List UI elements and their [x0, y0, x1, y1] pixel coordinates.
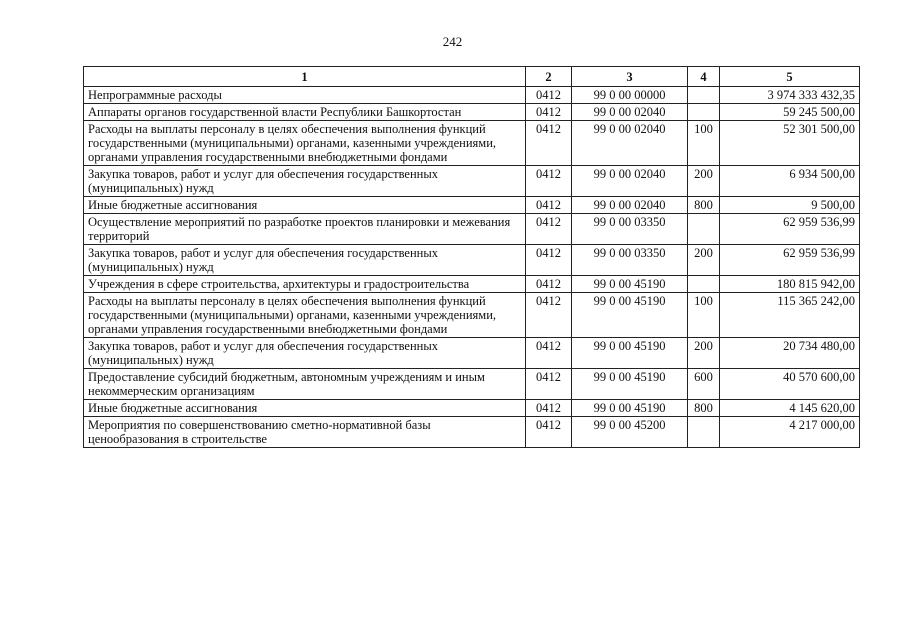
- header-col-1: 1: [84, 67, 526, 87]
- row-description: Аппараты органов государственной власти Республики Башкортостан: [84, 104, 526, 121]
- row-amount: 52 301 500,00: [720, 121, 860, 166]
- row-expense-type: [688, 214, 720, 245]
- row-target-code: 99 0 00 02040: [572, 104, 688, 121]
- header-col-5: 5: [720, 67, 860, 87]
- row-section-code: 0412: [526, 87, 572, 104]
- table-row: [84, 369, 860, 400]
- row-target-code: 99 0 00 00000: [572, 87, 688, 104]
- row-section-code: 0412: [526, 245, 572, 276]
- row-target-code: 99 0 00 45190: [572, 276, 688, 293]
- row-expense-type: 200: [688, 245, 720, 276]
- row-description: Закупка товаров, работ и услуг для обеспечения государственных (муниципальных) нужд: [84, 245, 526, 276]
- table-header-row: [84, 67, 860, 87]
- table-row: [84, 400, 860, 417]
- row-target-code: 99 0 00 45190: [572, 369, 688, 400]
- row-section-code: 0412: [526, 338, 572, 369]
- row-section-code: 0412: [526, 166, 572, 197]
- row-amount: 180 815 942,00: [720, 276, 860, 293]
- row-amount: 40 570 600,00: [720, 369, 860, 400]
- row-expense-type: 100: [688, 121, 720, 166]
- row-expense-type: [688, 276, 720, 293]
- row-section-code: 0412: [526, 276, 572, 293]
- row-section-code: 0412: [526, 197, 572, 214]
- table-row: [84, 338, 860, 369]
- row-target-code: 99 0 00 45190: [572, 293, 688, 338]
- row-amount: 6 934 500,00: [720, 166, 860, 197]
- row-description: Мероприятия по совершенствованию сметно-нормативной базы ценообразования в строительстве: [84, 417, 526, 448]
- header-col-3: 3: [572, 67, 688, 87]
- row-description: Учреждения в сфере строительства, архитектуры и градостроительства: [84, 276, 526, 293]
- row-expense-type: 200: [688, 338, 720, 369]
- row-description: Непрограммные расходы: [84, 87, 526, 104]
- row-amount: 62 959 536,99: [720, 214, 860, 245]
- row-target-code: 99 0 00 03350: [572, 214, 688, 245]
- row-section-code: 0412: [526, 400, 572, 417]
- row-amount: 4 217 000,00: [720, 417, 860, 448]
- row-amount: 115 365 242,00: [720, 293, 860, 338]
- budget-table: [83, 66, 860, 448]
- row-target-code: 99 0 00 03350: [572, 245, 688, 276]
- row-target-code: 99 0 00 45200: [572, 417, 688, 448]
- table-row: [84, 214, 860, 245]
- row-description: Расходы на выплаты персоналу в целях обеспечения выполнения функций государственными (муниципальными) органами, казенными учреждениями, органами управления государственными внебюджетными фондами: [84, 293, 526, 338]
- table-row: [84, 276, 860, 293]
- table-body: [84, 87, 860, 448]
- header-col-2: 2: [526, 67, 572, 87]
- row-section-code: 0412: [526, 104, 572, 121]
- row-description: Закупка товаров, работ и услуг для обеспечения государственных (муниципальных) нужд: [84, 166, 526, 197]
- row-target-code: 99 0 00 02040: [572, 166, 688, 197]
- row-section-code: 0412: [526, 214, 572, 245]
- row-expense-type: 600: [688, 369, 720, 400]
- row-amount: 62 959 536,99: [720, 245, 860, 276]
- row-target-code: 99 0 00 45190: [572, 400, 688, 417]
- row-description: Закупка товаров, работ и услуг для обеспечения государственных (муниципальных) нужд: [84, 338, 526, 369]
- row-description: Иные бюджетные ассигнования: [84, 197, 526, 214]
- row-expense-type: 100: [688, 293, 720, 338]
- table-row: [84, 121, 860, 166]
- row-expense-type: [688, 417, 720, 448]
- row-description: Предоставление субсидий бюджетным, автономным учреждениям и иным некоммерческим организациям: [84, 369, 526, 400]
- row-description: Иные бюджетные ассигнования: [84, 400, 526, 417]
- table-row: [84, 104, 860, 121]
- row-section-code: 0412: [526, 369, 572, 400]
- row-target-code: 99 0 00 45190: [572, 338, 688, 369]
- header-col-4: 4: [688, 67, 720, 87]
- row-amount: 4 145 620,00: [720, 400, 860, 417]
- row-expense-type: [688, 104, 720, 121]
- row-expense-type: [688, 87, 720, 104]
- row-amount: 3 974 333 432,35: [720, 87, 860, 104]
- table-row: [84, 417, 860, 448]
- row-description: Расходы на выплаты персоналу в целях обеспечения выполнения функций государственными (муниципальными) органами, казенными учреждениями, органами управления государственными внебюджетными фондами: [84, 121, 526, 166]
- table-row: [84, 87, 860, 104]
- row-amount: 59 245 500,00: [720, 104, 860, 121]
- page-number: 242: [442, 34, 463, 49]
- row-expense-type: 800: [688, 197, 720, 214]
- row-section-code: 0412: [526, 121, 572, 166]
- row-target-code: 99 0 00 02040: [572, 121, 688, 166]
- row-target-code: 99 0 00 02040: [572, 197, 688, 214]
- table-row: [84, 166, 860, 197]
- row-description: Осуществление мероприятий по разработке проектов планировки и межевания территорий: [84, 214, 526, 245]
- row-section-code: 0412: [526, 417, 572, 448]
- table-row: [84, 197, 860, 214]
- row-amount: 20 734 480,00: [720, 338, 860, 369]
- row-section-code: 0412: [526, 293, 572, 338]
- row-amount: 9 500,00: [720, 197, 860, 214]
- table-row: [84, 293, 860, 338]
- row-expense-type: 800: [688, 400, 720, 417]
- row-expense-type: 200: [688, 166, 720, 197]
- table-row: [84, 245, 860, 276]
